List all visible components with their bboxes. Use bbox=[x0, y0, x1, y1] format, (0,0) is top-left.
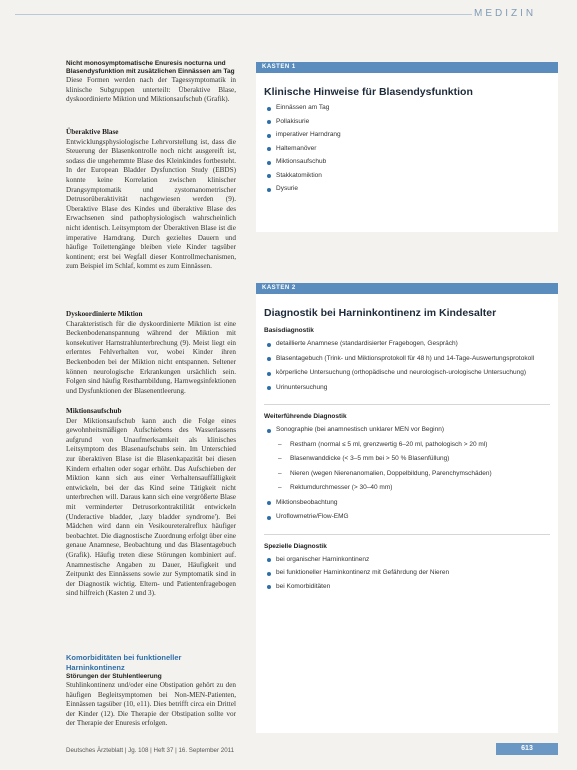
box-1-list bbox=[264, 104, 550, 194]
box-1-list-item: imperativer Harndrang bbox=[264, 131, 550, 140]
further-lead: Sonographie (bei anamnestisch unklarer MEN vor Beginn) bbox=[264, 426, 550, 435]
comorb-block bbox=[66, 653, 236, 729]
footer-citation: Deutsches Ärzteblatt | Jg. 108 | Heft 37 | 16. September 2011 bbox=[66, 747, 235, 754]
box-1-title: Klinische Hinweise für Blasendysfunktion bbox=[264, 86, 473, 98]
further-heading: Weiterführende Diagnostik bbox=[264, 413, 347, 420]
dys-body: Charakteristisch für die dyskoordinierte Miktion ist eine Beckenbodenanspannung während der Miktion mit konsekutiver Harnstrahlunterbrechung (9). Meist liegt ein erlerntes Fehlverhalten vor, wobei Kinder ihren Beckenboden bei der Miktion nicht entspannen. Seltener können neurologische Erkrankungen ursächlich sein. Folgen sind häufig Restharnbildung, Harnwegsinfektionen und Dysfunktionen der Blasenentleerung. bbox=[66, 319, 236, 395]
box-1-bar: KASTEN 1 bbox=[256, 62, 558, 73]
box-1-list-item: Stakkatomiktion bbox=[264, 172, 550, 181]
oab-body: Entwicklungsphysiologische Lehrvorstellung ist, dass die Steuerung der Blasenkontrolle noch nicht ausgereift ist, sodass die ungehemmte Blase des Kleinkindes fortbesteht. In der European Bladder Dysfunction Study (EBDS) konnte keine Korrelation zwischen klinischer Drangsymptomatik und zystomanometrischer Detrusorüberaktivität nachgewiesen werden (9). Überaktive Blase des Kindes und überaktive Blase des Erwachsenen sind pathophysiologisch wahrscheinlich nicht identisch. Leitsymptom der Überaktiven Blase ist die imperative Harndrang. Durch gezieltes Dauern und häufige Toilettengänge bleiben viele Kinder tagsüber kontinent; erst bei Wegfall dieser Kontrollmechanismen, zum Beispiel im Schlaf, kommt es zum Einnässen. bbox=[66, 137, 236, 271]
section-tag: MEDIZIN bbox=[474, 8, 537, 19]
box-2-bar: KASTEN 2 bbox=[256, 283, 558, 294]
box-2-title: Diagnostik bei Harninkontinenz im Kindesalter bbox=[264, 307, 497, 319]
further-list-item: Uroflowmetrie/Flow-EMG bbox=[264, 513, 550, 522]
special-list-item: bei Komorbiditäten bbox=[264, 583, 550, 592]
further-dash-item: – Restharn (normal ≤ 5 ml, grenzwertig 6–20 ml, pathologisch > 20 ml) bbox=[264, 441, 550, 450]
box-1-list-item: Haltemanöver bbox=[264, 145, 550, 154]
box-1 bbox=[256, 62, 558, 232]
intro-block bbox=[66, 60, 236, 105]
further-list bbox=[264, 499, 550, 522]
further-dash-item: – Nieren (wegen Nierenanomalien, Doppelbildung, Parenchymschäden) bbox=[264, 470, 550, 479]
box-1-list-item: Pollakisurie bbox=[264, 118, 550, 127]
oab-block bbox=[66, 128, 236, 272]
ms-block bbox=[66, 407, 236, 599]
basis-list bbox=[264, 340, 550, 392]
basis-heading: Basisdiagnostik bbox=[264, 327, 314, 334]
dys-heading: Dyskoordinierte Miktion bbox=[66, 310, 143, 318]
ms-heading: Miktionsaufschub bbox=[66, 407, 122, 415]
intro-body: Diese Formen werden nach der Tagessymptomatik in klinische Subgruppen unterteilt: Überaktive Blase, dyskoordinierte Miktion und Miktionsaufschub (Grafik). bbox=[66, 76, 236, 104]
dys-block bbox=[66, 310, 236, 396]
comorb-subheading: Störungen der Stuhlentleerung bbox=[66, 673, 162, 680]
further-dash-item: – Blasenwanddicke (< 3–5 mm bei > 50 % Blasenfüllung) bbox=[264, 455, 550, 464]
box-1-list-item: Einnässen am Tag bbox=[264, 104, 550, 113]
box-1-list-item: Dysurie bbox=[264, 185, 550, 194]
basis-list-item: Urinuntersuchung bbox=[264, 384, 550, 393]
special-list-item: bei funktioneller Harninkontinenz mit Gefährdung der Nieren bbox=[264, 569, 550, 578]
comorb-body: Stuhlinkontinenz und/oder eine Obstipation gehört zu den häufigen Begleitsymptomen bei Non-MEN-Patienten, Einnässen tagsüber (10, e11). Dies betrifft circa ein Drittel der Kinder (12). Die Therapie der Obstipation sollte vor der Therapie der Enuresis erfolgen. bbox=[66, 681, 236, 728]
further-list-item: Miktionsbeobachtung bbox=[264, 499, 550, 508]
special-list bbox=[264, 556, 550, 592]
page-number: 613 bbox=[496, 743, 558, 755]
oab-heading: Überaktive Blase bbox=[66, 128, 119, 136]
special-heading: Spezielle Diagnostik bbox=[264, 542, 327, 550]
intro-heading: Nicht monosymptomatische Enuresis nocturna und Blasendysfunktion mit zusätzlichen Einnässen am Tag bbox=[66, 60, 235, 75]
basis-list-item: Blasentagebuch (Trink- und Miktionsprotokoll für 48 h) und 14-Tage-Auswertungsprotokoll bbox=[264, 355, 550, 364]
box-2 bbox=[256, 283, 558, 733]
header-rule bbox=[15, 14, 472, 15]
box-1-list-item: Miktionsaufschub bbox=[264, 158, 550, 167]
further-dash-item: – Rektumdurchmesser (> 30–40 mm) bbox=[264, 484, 550, 493]
ms-body: Der Miktionsaufschub kann auch die Folge eines gewohnheitsmäßigen Aufschiebens des Wasserlassens aufgrund von Unaufmerksamkeit als klinisches Leitsymptom des Blasenaufschubs sein. Im Unterschied zur überaktiven Blase ist die Blasenkapazität bei diesen Kindern erhalten oder sogar erhöht. Das Aufschieben der Miktion kann sich aus einer Verhaltensauffälligkeit entwickeln, bei der das Kind seine Tätigkeit nicht unterbrechen will. Daraus kann sich eine vergrößerte Blase mit verminderter Detrusorkontraktilität entwickeln (Underactive bladder, ‚lazy bladder syndrome'). Bei Mädchen wird dann ein Vesikoureteralreflux häufiger beobachtet. Die diagnostische Zuordnung erfolgt über eine genaue Anamnese, Beobachtung und das Blasentagebuch (Grafik). Häufig treten diese Störungen kombiniert auf. Anamnestische Angaben zu Dauer, Häufigkeit und Zeitpunkt des Einnässens sowie zur Symptomatik sind in der Diagnostik wichtig. Eltern- und Patientenfragebogen sind hilfreich (Kasten 2 und 3). bbox=[66, 416, 236, 598]
basis-list-item: körperliche Untersuchung (orthopädische und neurologisch-urologische Untersuchung) bbox=[264, 369, 550, 378]
further-dash-list bbox=[264, 441, 550, 493]
comorb-heading: Komorbiditäten bei funktioneller Harninkontinenz bbox=[66, 653, 182, 672]
basis-list-item: detaillierte Anamnese (standardisierter Fragebogen, Gespräch) bbox=[264, 340, 550, 349]
special-list-item: bei organischer Harninkontinenz bbox=[264, 556, 550, 565]
